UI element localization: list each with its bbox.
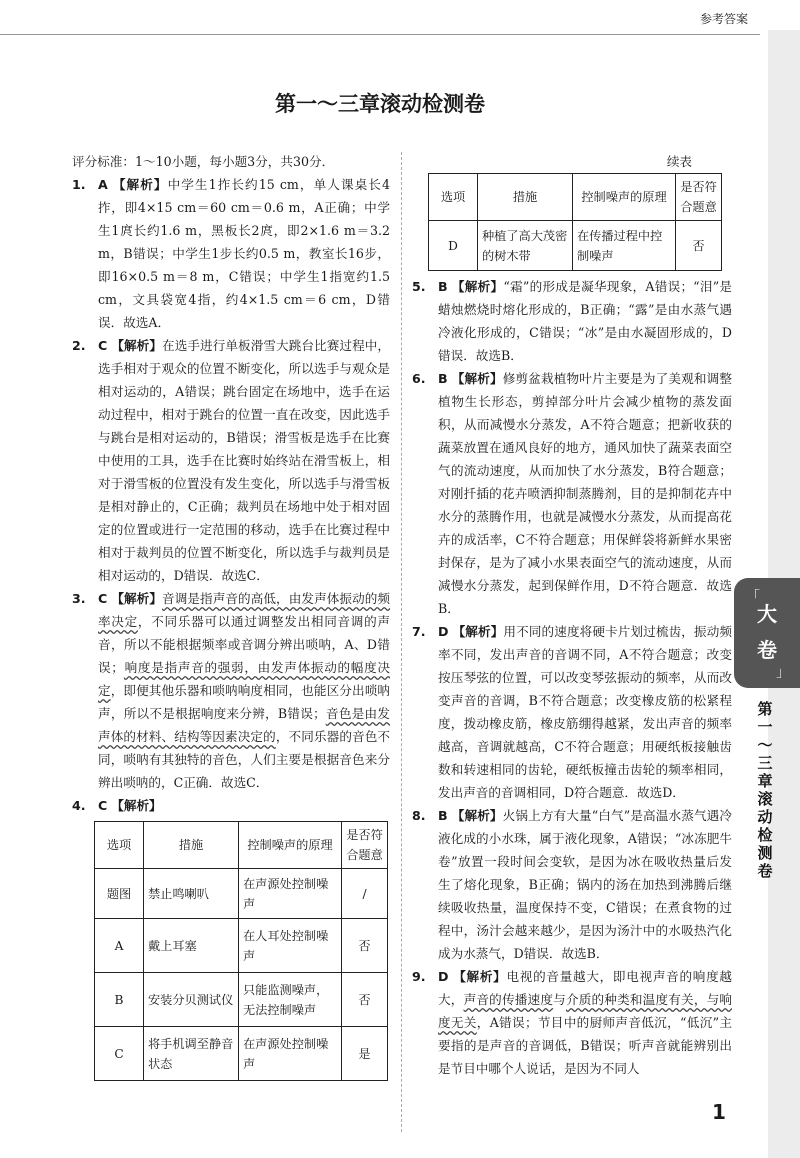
question-number: 1. [72,177,86,192]
noise-control-table-continued [428,173,722,271]
table-cell: C [95,1027,144,1081]
key-point: 声音的传播速度 [463,992,554,1007]
table-cell: 否 [342,919,388,973]
table-cell: 在传播过程中控制噪声 [573,221,676,271]
table-cell: / [342,869,388,919]
side-char: 一 [757,718,773,736]
table-row [95,1027,388,1081]
answer-text: ，A错误；节目中的厨师声音低沉，“低沉”主要指的是声音的音调低，B错误；听声音就能辨别出是节目中哪个人说话，是因为不同人 [438,1015,732,1076]
table-header: 措施 [144,822,239,869]
answer-6 [412,367,732,620]
table-cell: 在声源处控制噪声 [239,1027,342,1081]
bracket-close: 」 [776,665,790,681]
table-cell: A [95,919,144,973]
table-cell: D [429,221,478,271]
answer-text: 电视的音量越大，即电视声音的响度越大， [438,969,733,1007]
key-point: 音色是由发声体的材料、结构等因素决定的 [98,706,390,744]
column-divider [401,152,402,1132]
table-continued-caption: 续表 [666,154,692,169]
answer-letter: D [438,624,449,639]
answer-9 [412,965,732,1080]
table-cell: 将手机调至静音状态 [144,1027,239,1081]
side-tab[interactable] [734,578,800,688]
answer-letter: B [438,279,448,294]
side-vertical-title [750,700,780,880]
question-number: 7. [412,624,426,639]
answer-2 [72,334,390,587]
table-header: 选项 [95,822,144,869]
table-row [95,919,388,973]
question-number: 4. [72,798,86,813]
table-header-row [95,822,388,869]
table-header: 是否符合题意 [676,174,722,221]
answer-text: 在选手进行单板滑雪大跳台比赛过程中，选手相对于观众的位置不断变化，所以选手与观众是相对运动的，A错误；跳台固定在场地中，选手在运动过程中，相对于跳台的位置一直在改变，因此选手与跳台是相对运动的，B错误；滑雪板是选手在比赛中使用的工具，选手在比赛时始终站在滑雪板上，相对于滑雪板的位置没有发生变化，所以选手与滑雪板是相对静止的，C正确；裁判员在场地中处于相对固定的位置或进行一定范围的移动，选手在比赛过程中相对于裁判员的位置不断变化，所以选手与裁判员是相对运动的，D错误．故选C． [98,338,391,583]
side-tab-top: 大 [757,602,777,626]
table-cell: 戴上耳塞 [144,919,239,973]
question-number: 3. [72,591,86,606]
page-number: 1 [712,1100,726,1124]
key-point: 响度是指声音的强弱，由发声体振动的幅度决定 [98,660,391,698]
answer-letter: C [98,798,108,813]
side-char: 动 [757,808,773,826]
answer-text: 用不同的速度将硬卡片划过梳齿，振动频率不同，发出声音的音调不同，A不符合题意；改变按压琴弦的位置，可以改变琴弦振动的频率，从而改变声音的音调，B不符合题意；改变橡皮筋的松紧程度，拨动橡皮筋，橡皮筋绷得越紧，发出声音的频率越高，音调就越高，C不符合题意；用硬纸板接触齿数和转速相同的齿轮，硬纸板撞击齿轮的频率相同，发出声音的音调相同，D符合题意．故选D． [438,624,733,800]
key-point: 音调是指声音的高低，由发声体振动的频率决定 [98,591,391,629]
table-header: 措施 [478,174,573,221]
side-char: 检 [757,826,773,844]
analysis-tag: 【解析】 [111,798,162,813]
analysis-tag: 【解析】 [452,624,504,639]
table-cell: 在声源处控制噪声 [239,869,342,919]
analysis-tag: 【解析】 [112,177,168,192]
answer-1 [72,173,390,334]
question-number: 5. [412,279,426,294]
answer-letter: D [438,969,449,984]
page-header [0,0,800,32]
table-header: 选项 [429,174,478,221]
side-char: 第 [757,700,773,718]
table-cell: 否 [676,221,722,271]
answer-letter: A [98,177,108,192]
table-cell: 禁止鸣喇叭 [144,869,239,919]
answer-text: ，不同乐器可以通过调整发出相同音调的声音，所以不能根据频率或音调分辨出唢呐，A、D错误； [98,614,391,675]
side-char: ～ [757,736,773,754]
table-header-row [429,174,722,221]
right-column [412,150,732,1080]
answer-text: 中学生1拃长约15 cm，单人课桌长4拃，即4×15 cm＝60 cm＝0.6 m，A正确；中学生1庹长约1.6 m，黑板长2庹，即2×1.6 m＝3.2 m，B错误；中学生1步长约0.5 m，教室长16步，即16×0.5 m＝8 m，C错误；中学生1指宽约1.5 cm，文具袋宽4指，约4×1.5 cm＝6 cm，D错误．故选A． [98,177,390,330]
answer-text: ，即便其他乐器和唢呐响度相同，也能区分出唢呐声，所以不是根据响度来分辨，B错误； [98,683,391,721]
table-cell: 只能监测噪声，无法控制噪声 [239,973,342,1027]
header-rule [0,34,760,35]
answer-letter: B [438,808,448,823]
table-cell: B [95,973,144,1027]
side-tab-bottom: 卷 [757,638,777,662]
table-header: 控制噪声的原理 [239,822,342,869]
analysis-tag: 【解析】 [451,279,504,294]
table-cell: 在人耳处控制噪声 [239,919,342,973]
question-number: 8. [412,808,426,823]
key-point: 介质的种类和温度有关，与响度无关 [438,992,733,1030]
answer-5 [412,275,732,367]
answer-text: 修剪盆栽植物叶片主要是为了美观和调整植物生长形态，剪掉部分叶片会减少植物的蒸发面积，从而减慢水分蒸发，A不符合题意；把新收获的蔬菜放置在通风良好的地方，通风加快了蔬菜表面空气的流动速度，从而加快了水分蒸发，B符合题意；对刚扦插的花卉喷洒抑制蒸腾剂，目的是抑制花卉中水分的蒸腾作用，也就是减慢水分蒸发，从而提高花卉的成活率，C不符合题意；用保鲜袋将新鲜水果密封保存，是为了减小水果表面空气的流动速度，从而减慢水分蒸发，起到保鲜作用，D不符合题意．故选B． [438,371,732,616]
noise-control-table [94,821,388,1081]
side-char: 滚 [757,790,773,808]
answer-letter: C [98,338,108,353]
answer-text: 火锅上方有大量“白气”是高温水蒸气遇冷液化成的小水珠，属于液化现象，A错误；“冰冻肥牛卷”放置一段时间会变软，是因为冰在吸收热量后发生了熔化现象，B正确；锅内的汤在加热到沸腾后继续吸收热量，温度保持不变，C错误；在煮食物的过程中，汤汁会越来越少，是因为汤汁中的水吸热汽化成为水蒸气，D错误．故选B． [438,808,732,961]
table-cell: 否 [342,973,388,1027]
table-row [429,221,722,271]
answer-text: ，不同乐器的音色不同，唢呐有其独特的音色，人们主要是根据音色来分辨出唢呐的，C正确．故选C． [98,729,391,790]
table-cell: 题图 [95,869,144,919]
analysis-tag: 【解析】 [453,969,507,984]
question-number: 2. [72,338,86,353]
table-cell: 是 [342,1027,388,1081]
answer-text: “霜”的形成是凝华现象，A错误；“泪”是蜡烛燃烧时熔化形成的，B正确；“露”是由水蒸气遇冷液化形成的，C错误；“冰”是由水凝固形成的，D错误．故选B． [438,279,732,363]
side-char: 章 [757,772,773,790]
answer-8 [412,804,732,965]
bracket-open: 「 [746,589,760,605]
answer-4 [72,794,390,817]
table-header: 是否符合题意 [342,822,388,869]
table-row [95,973,388,1027]
left-column [72,150,390,1081]
analysis-tag: 【解析】 [111,591,163,606]
analysis-tag: 【解析】 [451,808,503,823]
scoring-criteria: 评分标准：1～10小题，每小题3分，共30分． [72,154,335,169]
table-cell: 种植了高大茂密的树木带 [478,221,573,271]
answer-letter: C [98,591,108,606]
question-number: 9. [412,969,426,984]
table-cell: 安装分贝测试仪 [144,973,239,1027]
side-char: 三 [757,754,773,772]
analysis-tag: 【解析】 [451,371,503,386]
page-title: 第一～三章滚动检测卷 [275,92,485,116]
analysis-tag: 【解析】 [111,338,163,353]
header-label: 参考答案 [699,12,748,26]
table-row [95,869,388,919]
answer-7 [412,620,732,804]
answer-3 [72,587,390,794]
table-header: 控制噪声的原理 [573,174,676,221]
answer-text: 与 [553,992,566,1007]
side-char: 卷 [757,862,773,880]
side-char: 测 [757,844,773,862]
question-number: 6. [412,371,426,386]
answer-letter: B [438,371,448,386]
